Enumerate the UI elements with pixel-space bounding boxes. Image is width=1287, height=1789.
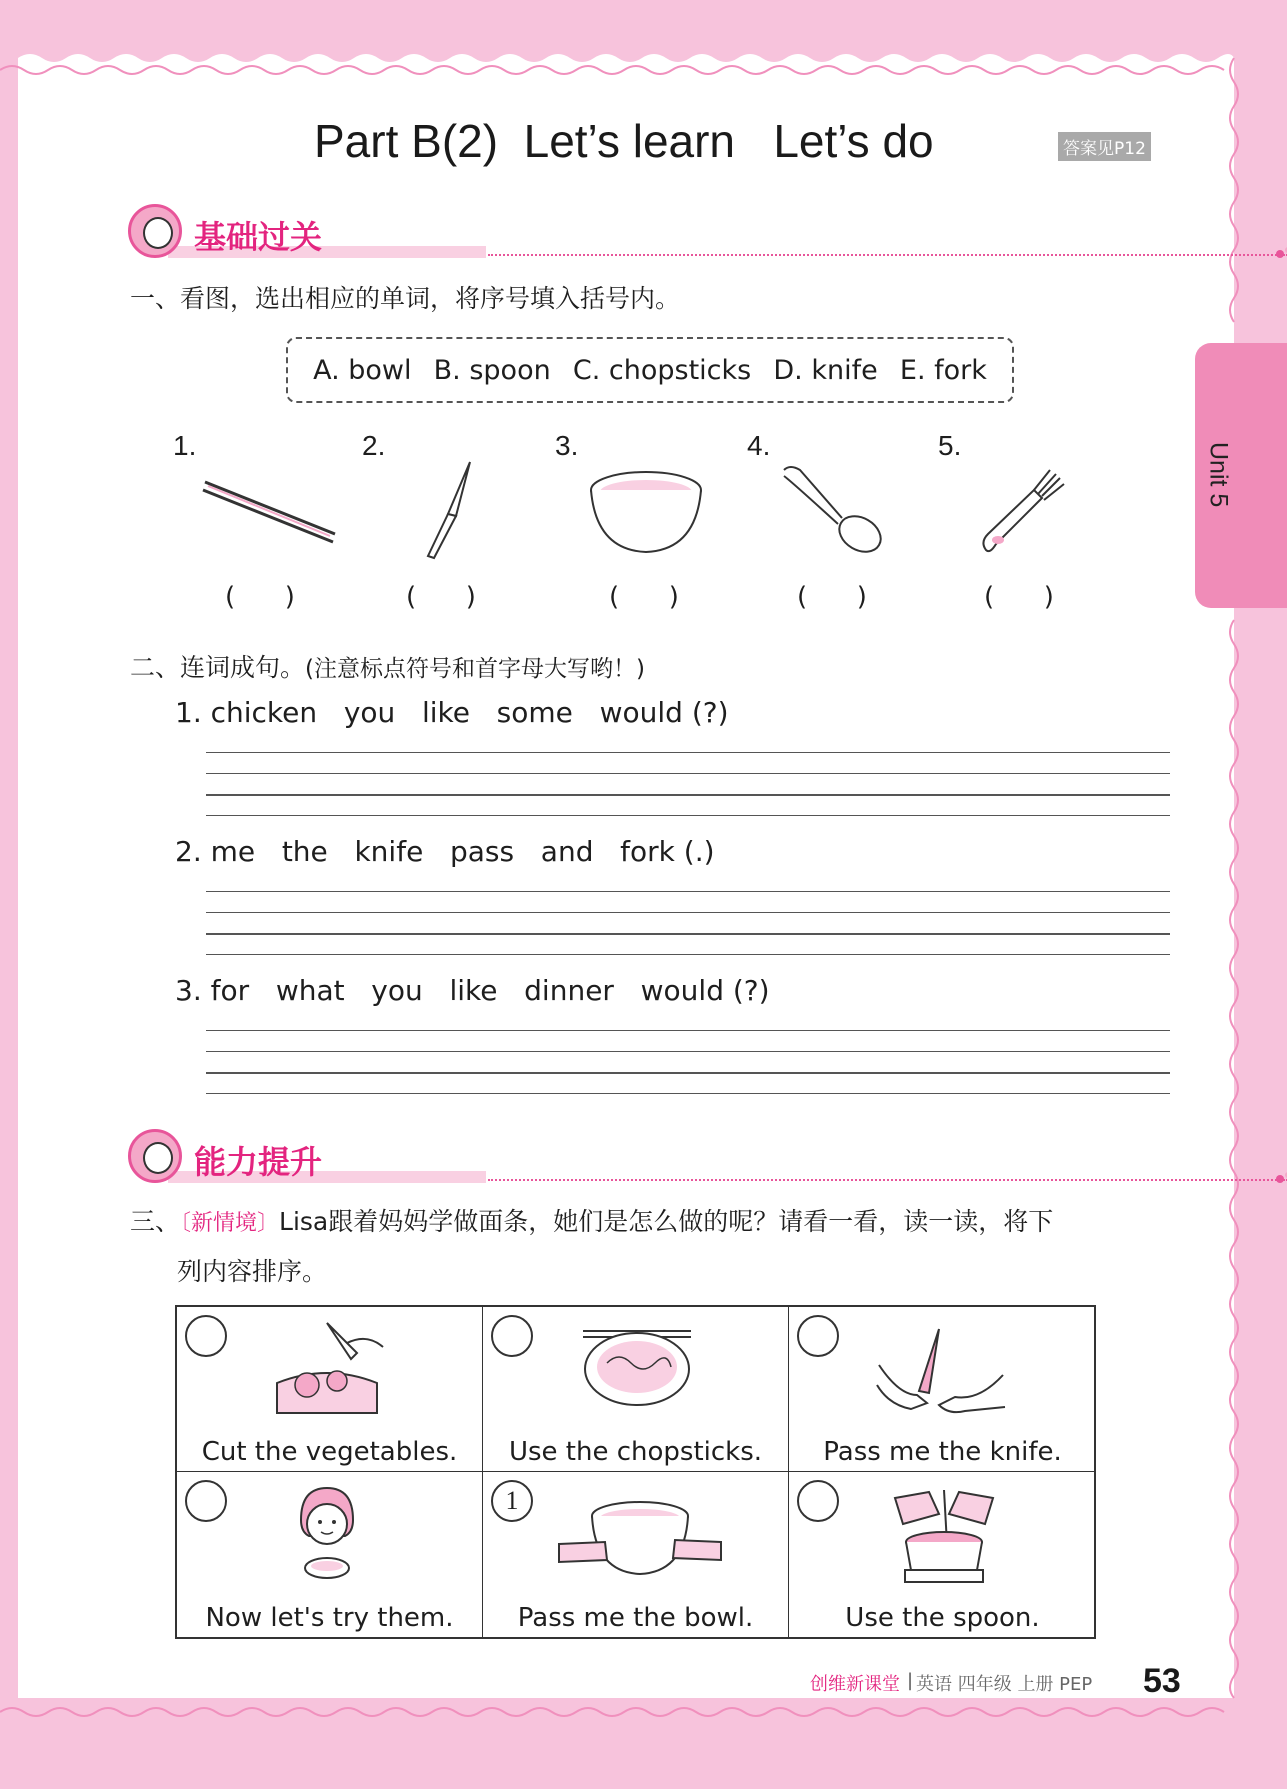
order-circle-3[interactable] xyxy=(797,1315,839,1357)
picture-number-4: 4. xyxy=(747,430,771,461)
answer-reference-badge: 答案见P12 xyxy=(1058,132,1151,161)
cell-caption-1: Cut the vegetables. xyxy=(201,1437,458,1467)
cell-caption-3: Pass me the knife. xyxy=(823,1437,1062,1467)
order-circle-1[interactable] xyxy=(185,1315,227,1357)
mascot-icon xyxy=(128,204,182,258)
order-circle-5[interactable]: 1 xyxy=(491,1480,533,1522)
q2-item-3: 3. for what you like dinner would (?) xyxy=(175,974,770,1007)
section-label-basic: 基础过关 xyxy=(194,218,323,256)
q2-prompt xyxy=(130,648,645,684)
grid-cell-5 xyxy=(483,1472,789,1637)
knife-icon xyxy=(418,458,478,563)
answer-blank-2[interactable]: ( ) xyxy=(406,582,476,612)
page-title: Part B(2) Let’s learn Let’s do xyxy=(314,115,934,167)
order-circle-2[interactable] xyxy=(491,1315,533,1357)
option-e: E. fork xyxy=(899,354,987,386)
picture-number-3: 3. xyxy=(555,430,579,461)
footer-brand: 创维新课堂 xyxy=(810,1674,900,1695)
girl-eating-icon xyxy=(287,1486,367,1586)
section-label-advanced: 能力提升 xyxy=(194,1143,323,1181)
grid-cell-6 xyxy=(789,1472,1096,1637)
section-divider xyxy=(488,254,1287,256)
decor-dots-icon xyxy=(1274,244,1287,264)
grid-cell-1 xyxy=(177,1307,483,1472)
mascot-icon xyxy=(128,1129,182,1183)
option-a: A. bowl xyxy=(313,354,412,386)
grid-cell-3 xyxy=(789,1307,1096,1472)
q3-new-context-tag: 〔新情境〕 xyxy=(180,1211,280,1236)
bowl-icon xyxy=(588,468,704,556)
cell-caption-5: Pass me the bowl. xyxy=(517,1603,754,1633)
cell-caption-6: Use the spoon. xyxy=(845,1603,1040,1633)
option-b: B. spoon xyxy=(433,354,551,386)
option-d: D. knife xyxy=(773,354,878,386)
spoon-icon xyxy=(780,462,888,558)
q2-item-2: 2. me the knife pass and fork (.) xyxy=(175,835,715,868)
order-circle-6[interactable] xyxy=(797,1480,839,1522)
writing-lines-3[interactable] xyxy=(206,1030,1170,1096)
q1-prompt: 一、看图，选出相应的单词，将序号填入括号内。 xyxy=(130,284,681,313)
grid-cell-4 xyxy=(177,1472,483,1637)
option-c: C. chopsticks xyxy=(572,354,752,386)
answer-blank-1[interactable]: ( ) xyxy=(225,582,295,612)
page-number: 53 xyxy=(1143,1662,1181,1700)
grid-cell-2 xyxy=(483,1307,789,1472)
passing-knife-icon xyxy=(869,1325,1009,1421)
cutting-vegetables-icon xyxy=(267,1313,387,1423)
picture-number-5: 5. xyxy=(938,430,962,461)
word-options-box xyxy=(286,337,1014,403)
section-header-advanced xyxy=(128,1129,1180,1183)
writing-lines-1[interactable] xyxy=(206,752,1170,818)
noodle-bowl-chopsticks-icon xyxy=(579,1321,695,1417)
q2-prompt-text: 二、连词成句。 xyxy=(130,653,306,682)
unit-label: Unit 5 xyxy=(1204,442,1233,508)
q3-prompt-line1 xyxy=(130,1202,1053,1238)
section-header-basic xyxy=(128,204,1180,258)
stirring-spoon-icon xyxy=(889,1484,999,1588)
answer-blank-4[interactable]: ( ) xyxy=(797,582,867,612)
q3-prompt-text: Lisa跟着妈妈学做面条，她们是怎么做的呢？请看一看，读一读，将下 xyxy=(279,1207,1054,1236)
cell-caption-2: Use the chopsticks. xyxy=(508,1437,763,1467)
fork-icon xyxy=(976,464,1072,560)
passing-bowl-icon xyxy=(555,1496,725,1586)
section-divider xyxy=(488,1179,1287,1181)
chopsticks-icon xyxy=(200,468,340,548)
answer-blank-3[interactable]: ( ) xyxy=(609,582,679,612)
footer-book-info: 英语 四年级 上册 PEP xyxy=(916,1674,1093,1695)
writing-lines-2[interactable] xyxy=(206,891,1170,957)
answer-blank-5[interactable]: ( ) xyxy=(984,582,1054,612)
cell-caption-4: Now let's try them. xyxy=(205,1603,454,1633)
picture-number-1: 1. xyxy=(173,430,197,461)
decor-dots-icon xyxy=(1274,1169,1287,1189)
picture-number-2: 2. xyxy=(362,430,386,461)
q2-item-1: 1. chicken you like some would (?) xyxy=(175,696,729,729)
order-circle-4[interactable] xyxy=(185,1480,227,1522)
q3-prefix: 三、 xyxy=(130,1207,181,1236)
ordering-grid xyxy=(175,1305,1096,1639)
q3-prompt-line2: 列内容排序。 xyxy=(177,1257,328,1286)
q2-hint: (注意标点符号和首字母大写哟！) xyxy=(305,656,645,682)
footer-separator: | xyxy=(907,1670,914,1691)
